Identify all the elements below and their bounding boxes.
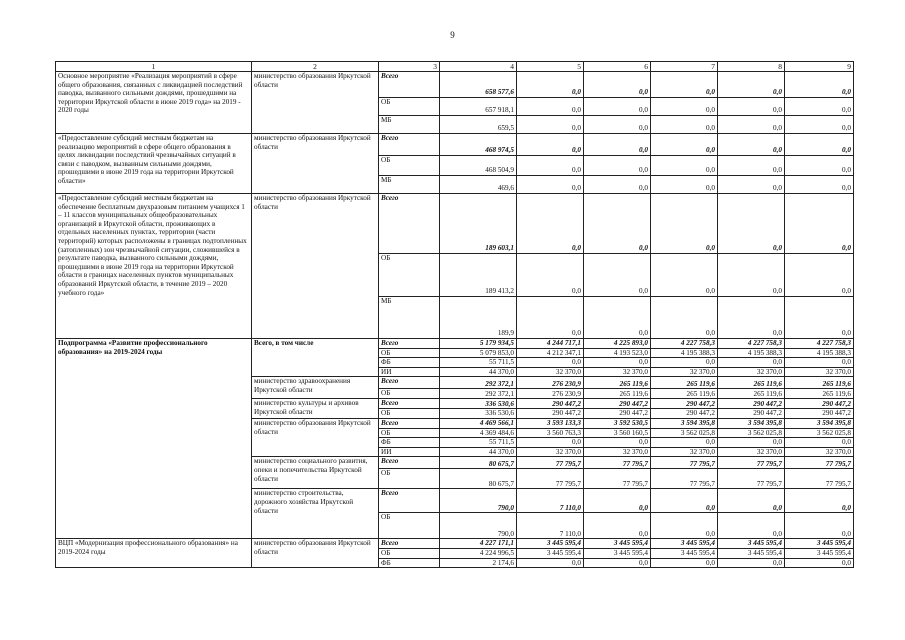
amount-cell: 77 795,7 xyxy=(651,457,718,469)
table-row xyxy=(56,194,854,254)
amount-cell: 0,0 xyxy=(718,297,785,339)
amount-cell: 4 195 388,3 xyxy=(718,348,785,358)
amount-cell: 32 370,0 xyxy=(517,367,584,377)
amount-cell: 265 119,6 xyxy=(584,389,651,399)
amount-cell: 77 795,7 xyxy=(517,469,584,489)
amount-cell: 0,0 xyxy=(651,558,718,568)
responsible-executor: министерство образования Иркутской области xyxy=(252,72,379,134)
funding-source: Всего xyxy=(379,339,440,349)
row-description: «Предоставление субсидий местным бюджетам на обеспечение бесплатным двухразовым питанием учащихся 1 – 11 классов муниципальных общеобразовательных организаций в Иркутской области, проживающих в отдельных населенных пунктах, территории (части территорий) которых расположены в границах подтопленных (затопленных) зон чрезвычайной ситуации, сложившейся в результате паводка, вызванного сильными дождями, прошедшими в июне 2019 года на территории Иркутской области в границах населенных пунктов муниципальных образований Иркутской области, в течение 2019 – 2020 учебного года» xyxy=(56,194,252,339)
amount-cell: 3 593 133,3 xyxy=(517,418,584,428)
header-cell: 2 xyxy=(252,62,379,72)
amount-cell: 4 224 996,5 xyxy=(440,548,517,558)
funding-source: Всего xyxy=(379,194,440,254)
amount-cell: 0,0 xyxy=(718,176,785,194)
amount-cell: 292 372,1 xyxy=(440,377,517,389)
amount-cell: 265 119,6 xyxy=(785,389,854,399)
amount-cell: 0,0 xyxy=(651,254,718,297)
header-cell: 5 xyxy=(517,62,584,72)
amount-cell: 290 447,2 xyxy=(584,399,651,409)
funding-source: Всего xyxy=(379,489,440,513)
funding-source: ОБ xyxy=(379,348,440,358)
amount-cell: 0,0 xyxy=(718,254,785,297)
amount-cell: 0,0 xyxy=(785,254,854,297)
table-row xyxy=(56,539,854,549)
amount-cell: 469,6 xyxy=(440,176,517,194)
funding-source: Всего xyxy=(379,418,440,428)
amount-cell: 0,0 xyxy=(718,558,785,568)
amount-cell: 265 119,6 xyxy=(584,377,651,389)
amount-cell: 0,0 xyxy=(785,72,854,98)
amount-cell: 0,0 xyxy=(517,558,584,568)
amount-cell: 77 795,7 xyxy=(785,469,854,489)
amount-cell: 0,0 xyxy=(718,489,785,513)
funding-source: ОБ xyxy=(379,469,440,489)
amount-cell: 0,0 xyxy=(584,98,651,116)
header-cell: 6 xyxy=(584,62,651,72)
amount-cell: 265 119,6 xyxy=(718,377,785,389)
amount-cell: 3 445 595,4 xyxy=(584,539,651,549)
amount-cell: 265 119,6 xyxy=(651,389,718,399)
amount-cell: 77 795,7 xyxy=(517,457,584,469)
amount-cell: 290 447,2 xyxy=(718,399,785,409)
amount-cell: 0,0 xyxy=(651,176,718,194)
table-row xyxy=(56,72,854,98)
amount-cell: 0,0 xyxy=(517,116,584,134)
amount-cell: 290 447,2 xyxy=(517,399,584,409)
amount-cell: 0,0 xyxy=(785,98,854,116)
amount-cell: 32 370,0 xyxy=(785,447,854,457)
amount-cell: 290 447,2 xyxy=(584,409,651,419)
amount-cell: 4 227 758,3 xyxy=(785,339,854,349)
amount-cell: 3 562 025,8 xyxy=(718,428,785,438)
header-cell: 8 xyxy=(718,62,785,72)
amount-cell: 0,0 xyxy=(718,438,785,448)
amount-cell: 0,0 xyxy=(651,358,718,368)
amount-cell: 290 447,2 xyxy=(517,409,584,419)
amount-cell: 4 227 758,3 xyxy=(651,339,718,349)
amount-cell: 32 370,0 xyxy=(718,367,785,377)
funding-source: Всего xyxy=(379,399,440,409)
table-row xyxy=(56,339,854,349)
table-row xyxy=(56,134,854,156)
amount-cell: 3 445 595,4 xyxy=(785,539,854,549)
amount-cell: 290 447,2 xyxy=(651,399,718,409)
amount-cell: 0,0 xyxy=(517,358,584,368)
amount-cell: 32 370,0 xyxy=(584,367,651,377)
responsible-executor: министерство строительства, дорожного хозяйства Иркутской области xyxy=(252,489,379,539)
amount-cell: 292 372,1 xyxy=(440,389,517,399)
funding-source: МБ xyxy=(379,297,440,339)
amount-cell: 0,0 xyxy=(651,194,718,254)
amount-cell: 3 445 595,4 xyxy=(718,548,785,558)
funding-source: МБ xyxy=(379,116,440,134)
amount-cell: 658 577,6 xyxy=(440,72,517,98)
amount-cell: 0,0 xyxy=(584,438,651,448)
amount-cell: 0,0 xyxy=(718,194,785,254)
amount-cell: 0,0 xyxy=(651,489,718,513)
amount-cell: 32 370,0 xyxy=(651,447,718,457)
amount-cell: 0,0 xyxy=(718,156,785,176)
header-cell: 3 xyxy=(379,62,440,72)
amount-cell: 3 445 595,4 xyxy=(651,539,718,549)
amount-cell: 4 469 566,1 xyxy=(440,418,517,428)
amount-cell: 7 110,0 xyxy=(517,513,584,539)
amount-cell: 5 079 853,0 xyxy=(440,348,517,358)
budget-table xyxy=(55,61,854,568)
amount-cell: 44 370,0 xyxy=(440,367,517,377)
funding-source: Всего xyxy=(379,72,440,98)
amount-cell: 290 447,2 xyxy=(785,409,854,419)
funding-source: ОБ xyxy=(379,156,440,176)
amount-cell: 44 370,0 xyxy=(440,447,517,457)
amount-cell: 55 711,5 xyxy=(440,438,517,448)
responsible-executor: министерство культуры и архивов Иркутской области xyxy=(252,399,379,419)
amount-cell: 0,0 xyxy=(651,134,718,156)
funding-source: ОБ xyxy=(379,409,440,419)
amount-cell: 0,0 xyxy=(584,72,651,98)
amount-cell: 265 119,6 xyxy=(651,377,718,389)
amount-cell: 0,0 xyxy=(785,116,854,134)
amount-cell: 0,0 xyxy=(651,116,718,134)
responsible-executor: министерство образования Иркутской области xyxy=(252,418,379,456)
amount-cell: 3 594 395,8 xyxy=(651,418,718,428)
amount-cell: 80 675,7 xyxy=(440,469,517,489)
responsible-executor: министерство образования Иркутской области xyxy=(252,194,379,339)
amount-cell: 32 370,0 xyxy=(718,447,785,457)
amount-cell: 77 795,7 xyxy=(785,457,854,469)
amount-cell: 0,0 xyxy=(517,297,584,339)
amount-cell: 2 174,6 xyxy=(440,558,517,568)
amount-cell: 0,0 xyxy=(584,176,651,194)
funding-source: ОБ xyxy=(379,428,440,438)
amount-cell: 0,0 xyxy=(785,558,854,568)
amount-cell: 189 603,1 xyxy=(440,194,517,254)
amount-cell: 77 795,7 xyxy=(718,469,785,489)
amount-cell: 0,0 xyxy=(517,254,584,297)
amount-cell: 276 230,9 xyxy=(517,377,584,389)
amount-cell: 0,0 xyxy=(785,438,854,448)
amount-cell: 0,0 xyxy=(785,489,854,513)
amount-cell: 0,0 xyxy=(584,297,651,339)
header-cell: 4 xyxy=(440,62,517,72)
row-description: Основное мероприятие «Реализация мероприятий в сфере общего образования, связанных с ликвидацией последствий паводка, вызванного сильными дождями, прошедшими на территории Иркутской области в июне 2019 года» на 2019 - 2020 годы xyxy=(56,72,252,134)
amount-cell: 32 370,0 xyxy=(584,447,651,457)
funding-source: ФБ xyxy=(379,358,440,368)
amount-cell: 3 592 530,5 xyxy=(584,418,651,428)
funding-source: Всего xyxy=(379,377,440,389)
amount-cell: 55 711,5 xyxy=(440,358,517,368)
amount-cell: 336 530,6 xyxy=(440,409,517,419)
amount-cell: 0,0 xyxy=(718,72,785,98)
amount-cell: 77 795,7 xyxy=(651,469,718,489)
amount-cell: 77 795,7 xyxy=(584,469,651,489)
amount-cell: 3 562 025,8 xyxy=(651,428,718,438)
amount-cell: 0,0 xyxy=(517,194,584,254)
amount-cell: 4 225 893,0 xyxy=(584,339,651,349)
amount-cell: 0,0 xyxy=(785,358,854,368)
amount-cell: 0,0 xyxy=(651,98,718,116)
amount-cell: 0,0 xyxy=(517,98,584,116)
amount-cell: 0,0 xyxy=(718,134,785,156)
amount-cell: 0,0 xyxy=(584,116,651,134)
amount-cell: 0,0 xyxy=(651,513,718,539)
amount-cell: 0,0 xyxy=(651,72,718,98)
page-number: 9 xyxy=(450,30,455,40)
amount-cell: 77 795,7 xyxy=(718,457,785,469)
amount-cell: 790,0 xyxy=(440,513,517,539)
amount-cell: 0,0 xyxy=(785,194,854,254)
amount-cell: 7 110,0 xyxy=(517,489,584,513)
amount-cell: 0,0 xyxy=(651,156,718,176)
responsible-executor: министерство образования Иркутской области xyxy=(252,134,379,194)
amount-cell: 0,0 xyxy=(517,134,584,156)
responsible-executor: Всего, в том числе xyxy=(252,339,379,377)
amount-cell: 0,0 xyxy=(718,513,785,539)
amount-cell: 659,5 xyxy=(440,116,517,134)
amount-cell: 3 445 595,4 xyxy=(651,548,718,558)
row-description: «Предоставление субсидий местным бюджетам на реализацию мероприятий в сфере общего образования в целях ликвидации последствий чрезвычайных ситуаций в связи с паводком, вызванным сильными дождями, прошедшими в июне 2019 года на территории Иркутской области» xyxy=(56,134,252,194)
funding-source: ОБ xyxy=(379,548,440,558)
amount-cell: 189,9 xyxy=(440,297,517,339)
amount-cell: 0,0 xyxy=(785,176,854,194)
amount-cell: 32 370,0 xyxy=(785,367,854,377)
amount-cell: 0,0 xyxy=(718,116,785,134)
responsible-executor: министерство здравоохранения Иркутской области xyxy=(252,377,379,399)
funding-source: МБ xyxy=(379,176,440,194)
amount-cell: 4 195 388,3 xyxy=(785,348,854,358)
amount-cell: 4 227 171,1 xyxy=(440,539,517,549)
amount-cell: 0,0 xyxy=(785,513,854,539)
funding-source: ОБ xyxy=(379,98,440,116)
amount-cell: 276 230,9 xyxy=(517,389,584,399)
amount-cell: 0,0 xyxy=(584,558,651,568)
amount-cell: 0,0 xyxy=(785,134,854,156)
amount-cell: 80 675,7 xyxy=(440,457,517,469)
amount-cell: 4 369 484,6 xyxy=(440,428,517,438)
amount-cell: 290 447,2 xyxy=(718,409,785,419)
amount-cell: 657 918,1 xyxy=(440,98,517,116)
amount-cell: 0,0 xyxy=(651,438,718,448)
funding-source: ОБ xyxy=(379,513,440,539)
amount-cell: 4 193 523,0 xyxy=(584,348,651,358)
amount-cell: 0,0 xyxy=(785,297,854,339)
amount-cell: 0,0 xyxy=(584,134,651,156)
amount-cell: 0,0 xyxy=(517,438,584,448)
amount-cell: 3 560 763,3 xyxy=(517,428,584,438)
funding-source: Всего xyxy=(379,539,440,549)
table-body xyxy=(56,72,854,568)
amount-cell: 189 413,2 xyxy=(440,254,517,297)
amount-cell: 0,0 xyxy=(584,358,651,368)
amount-cell: 468 504,9 xyxy=(440,156,517,176)
amount-cell: 468 974,5 xyxy=(440,134,517,156)
amount-cell: 77 795,7 xyxy=(584,457,651,469)
funding-source: ФБ xyxy=(379,558,440,568)
amount-cell: 4 227 758,3 xyxy=(718,339,785,349)
funding-source: ИИ xyxy=(379,447,440,457)
amount-cell: 4 244 717,1 xyxy=(517,339,584,349)
amount-cell: 3 445 595,4 xyxy=(718,539,785,549)
amount-cell: 0,0 xyxy=(584,254,651,297)
amount-cell: 0,0 xyxy=(785,156,854,176)
amount-cell: 0,0 xyxy=(517,72,584,98)
amount-cell: 0,0 xyxy=(718,358,785,368)
funding-source: Всего xyxy=(379,134,440,156)
header-cell: 1 xyxy=(56,62,252,72)
amount-cell: 4 212 347,1 xyxy=(517,348,584,358)
funding-source: ОБ xyxy=(379,254,440,297)
amount-cell: 0,0 xyxy=(584,489,651,513)
header-cell: 7 xyxy=(651,62,718,72)
amount-cell: 3 562 025,8 xyxy=(785,428,854,438)
amount-cell: 265 119,6 xyxy=(785,377,854,389)
responsible-executor: министерство социального развития, опеки и попечительства Иркутской области xyxy=(252,457,379,489)
amount-cell: 3 594 395,8 xyxy=(718,418,785,428)
budget-table-sheet xyxy=(55,61,853,568)
row-description: Подпрограмма «Развитие профессионального образования» на 2019-2024 годы xyxy=(56,339,252,539)
amount-cell: 265 119,6 xyxy=(718,389,785,399)
responsible-executor: министерство образования Иркутской области xyxy=(252,539,379,568)
amount-cell: 0,0 xyxy=(584,194,651,254)
amount-cell: 3 445 595,4 xyxy=(785,548,854,558)
amount-cell: 0,0 xyxy=(651,297,718,339)
row-description: ВЦП «Модернизация профессионального образования» на 2019-2024 годы xyxy=(56,539,252,568)
header-cell: 9 xyxy=(785,62,854,72)
amount-cell: 3 445 595,4 xyxy=(584,548,651,558)
amount-cell: 4 195 388,3 xyxy=(651,348,718,358)
amount-cell: 0,0 xyxy=(584,156,651,176)
amount-cell: 0,0 xyxy=(584,513,651,539)
amount-cell: 0,0 xyxy=(517,156,584,176)
funding-source: ФБ xyxy=(379,438,440,448)
amount-cell: 32 370,0 xyxy=(651,367,718,377)
amount-cell: 3 445 595,4 xyxy=(517,539,584,549)
amount-cell: 336 530,6 xyxy=(440,399,517,409)
amount-cell: 0,0 xyxy=(517,176,584,194)
header-row xyxy=(56,62,854,72)
funding-source: ИИ xyxy=(379,367,440,377)
amount-cell: 0,0 xyxy=(718,98,785,116)
amount-cell: 290 447,2 xyxy=(651,409,718,419)
amount-cell: 3 445 595,4 xyxy=(517,548,584,558)
amount-cell: 5 179 934,5 xyxy=(440,339,517,349)
amount-cell: 290 447,2 xyxy=(785,399,854,409)
funding-source: ОБ xyxy=(379,389,440,399)
amount-cell: 3 594 395,8 xyxy=(785,418,854,428)
amount-cell: 3 560 160,5 xyxy=(584,428,651,438)
amount-cell: 32 370,0 xyxy=(517,447,584,457)
funding-source: Всего xyxy=(379,457,440,469)
amount-cell: 790,0 xyxy=(440,489,517,513)
